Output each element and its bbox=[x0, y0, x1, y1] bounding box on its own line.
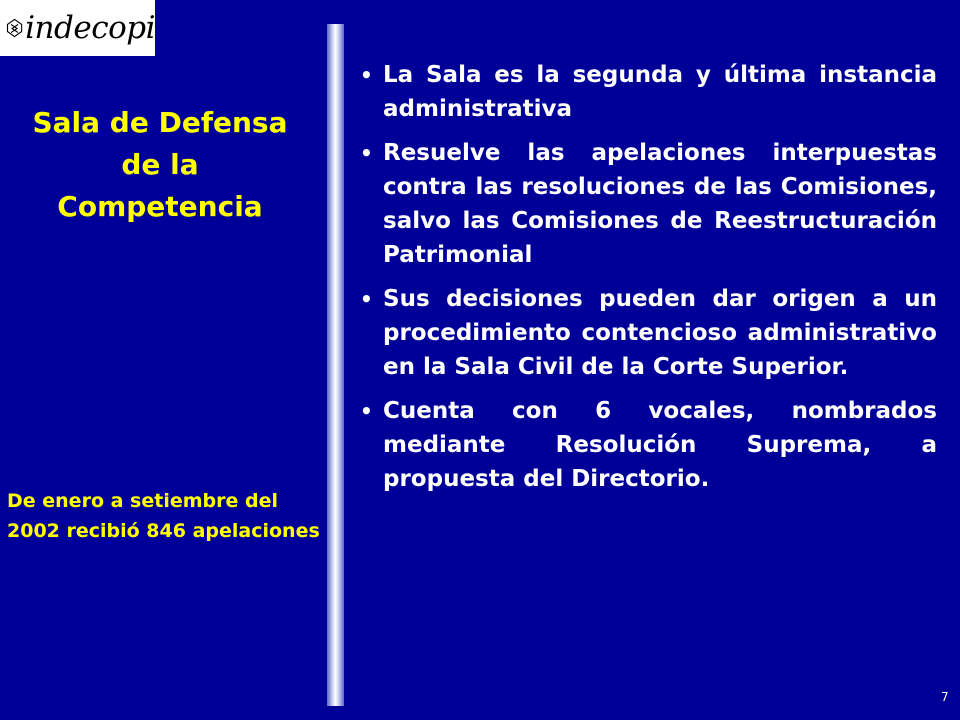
bullet-list bbox=[360, 58, 937, 506]
logo-text: indecopi bbox=[25, 10, 155, 46]
slide-title bbox=[0, 102, 320, 228]
bullet-item bbox=[360, 282, 937, 384]
bullet-icon: • bbox=[360, 63, 373, 87]
title-line: de la bbox=[121, 148, 199, 181]
bullet-text: Cuenta con 6 vocales, nombrados mediante Resolución Suprema, a propuesta del Directorio. bbox=[383, 398, 937, 492]
bullet-text: Resuelve las apelaciones interpuestas contra las resoluciones de las Comisiones, salvo las Comisiones de Reestructuración Patrimonial bbox=[383, 140, 937, 268]
title-line: Competencia bbox=[57, 190, 263, 223]
bullet-icon: • bbox=[360, 141, 373, 165]
appeals-note: De enero a setiembre del 2002 recibió 846 apelaciones bbox=[7, 490, 320, 542]
bullet-text: Sus decisiones pueden dar origen a un procedimiento contencioso administrativo en la Sala Civil de la Corte Superior. bbox=[383, 286, 937, 380]
bullet-item bbox=[360, 58, 937, 126]
bullet-icon: • bbox=[360, 287, 373, 311]
bullet-item bbox=[360, 394, 937, 496]
indecopi-logo-icon bbox=[6, 8, 23, 48]
bullet-text: La Sala es la segunda y última instancia administrativa bbox=[383, 62, 937, 122]
indecopi-logo bbox=[0, 0, 155, 56]
page-number: 7 bbox=[941, 690, 949, 704]
vertical-divider bbox=[327, 24, 344, 706]
bullet-item bbox=[360, 136, 937, 272]
bullet-icon: • bbox=[360, 399, 373, 423]
title-line: Sala de Defensa bbox=[32, 106, 288, 139]
